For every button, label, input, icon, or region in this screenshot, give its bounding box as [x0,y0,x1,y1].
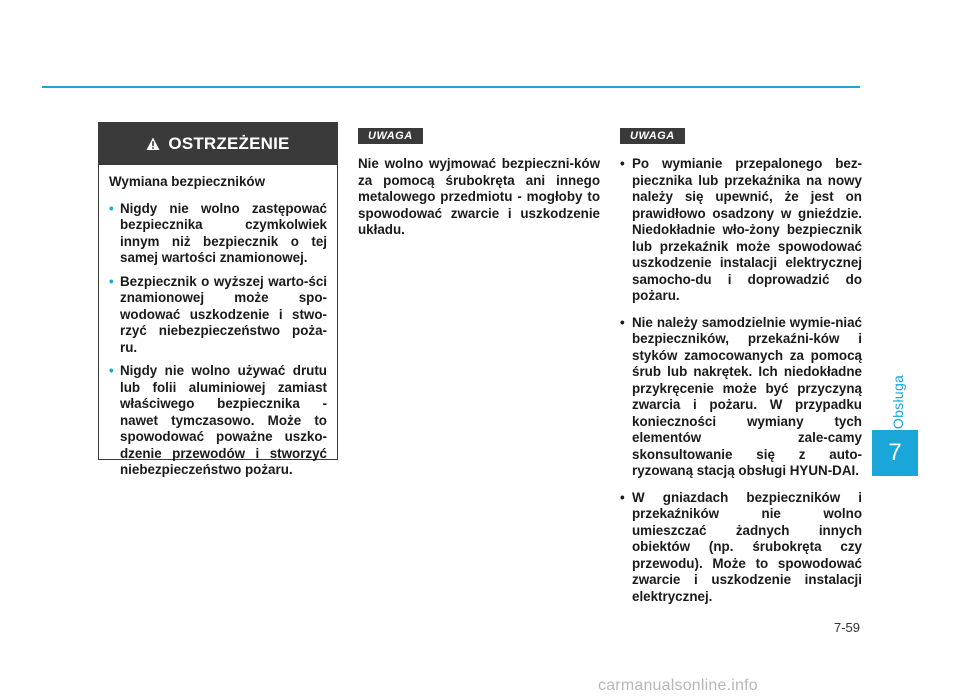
warning-triangle-icon [146,137,160,151]
warning-header [99,123,337,165]
warning-item: • Nigdy nie wolno zastępować bezpiecznika czymkolwiek innym niż bezpiecznik o tej samej wartości znamionowej. [109,201,327,267]
chapter-label [884,372,912,432]
caution-list [620,156,862,605]
caution-item: • Po wymianie przepalonego bez-piecznika lub przekaźnika na nowy należy się upewnić, że jest on prawidłowo osadzony w gnieździe. Niedokładnie wło-żony bezpiecznik lub przekaźnik może spowodować uszkodzenie instalacji elektrycznej samocho-du i doprowadzić do pożaru. [620,156,862,305]
watermark: carmanualsonline.info [598,677,758,694]
caution-list-container [620,156,862,615]
caution-item: • Nie należy samodzielnie wymie-niać bezpieczników, przekaźni-ków i styków zamocowanych za pomocą śrub lub nakrętek. Ich niedokładne przykręcenie może być przyczyną zwarcia i pożaru. W przypadku konieczności wymiany tych elementów zale-camy skonsultowanie się z auto-ryzowaną stacją obsługi HYUN-DAI. [620,315,862,480]
warning-subtitle: Wymiana bezpieczników [109,174,266,189]
chapter-number: 7 [888,439,902,466]
chapter-number-box [872,430,918,476]
warning-item: • Nigdy nie wolno używać drutu lub folii aluminiowej zamiast właściwego bezpiecznika - nawet tymczasowo. Może to spowodować poważne uszko-dzenie przewodów i stworzyć niebezpieczeństwo pożaru. [109,363,327,479]
header-rule [42,86,860,88]
caution-tag: UWAGA [620,128,685,144]
caution-item: • W gniazdach bezpieczników i przekaźników nie wolno umieszczać żadnych innych obiektów (np. śrubokręta czy przewodu). Może to spowodować zwarcie i uszkodzenie instalacji elektrycznej. [620,490,862,606]
page-number: 7-59 [833,620,860,635]
warning-item: • Bezpiecznik o wyższej warto-ści znamionowej może spo-wodować uszkodzenie i stwo-rzyć niebezpieczeństwo poża-ru. [109,274,327,357]
warning-title: OSTRZEŻENIE [168,134,290,153]
warning-list [109,201,327,479]
caution-tag: UWAGA [358,128,423,144]
warning-body [99,165,337,479]
chapter-label-text: Obsługa [890,374,906,430]
warning-box [98,122,338,477]
caution-text: Nie wolno wyjmować bezpieczni-ków za pomocą śrubokręta ani innego metalowego przedmiotu - mogłoby to spowodować zwarcie i uszkodzenie układu. [358,156,600,237]
